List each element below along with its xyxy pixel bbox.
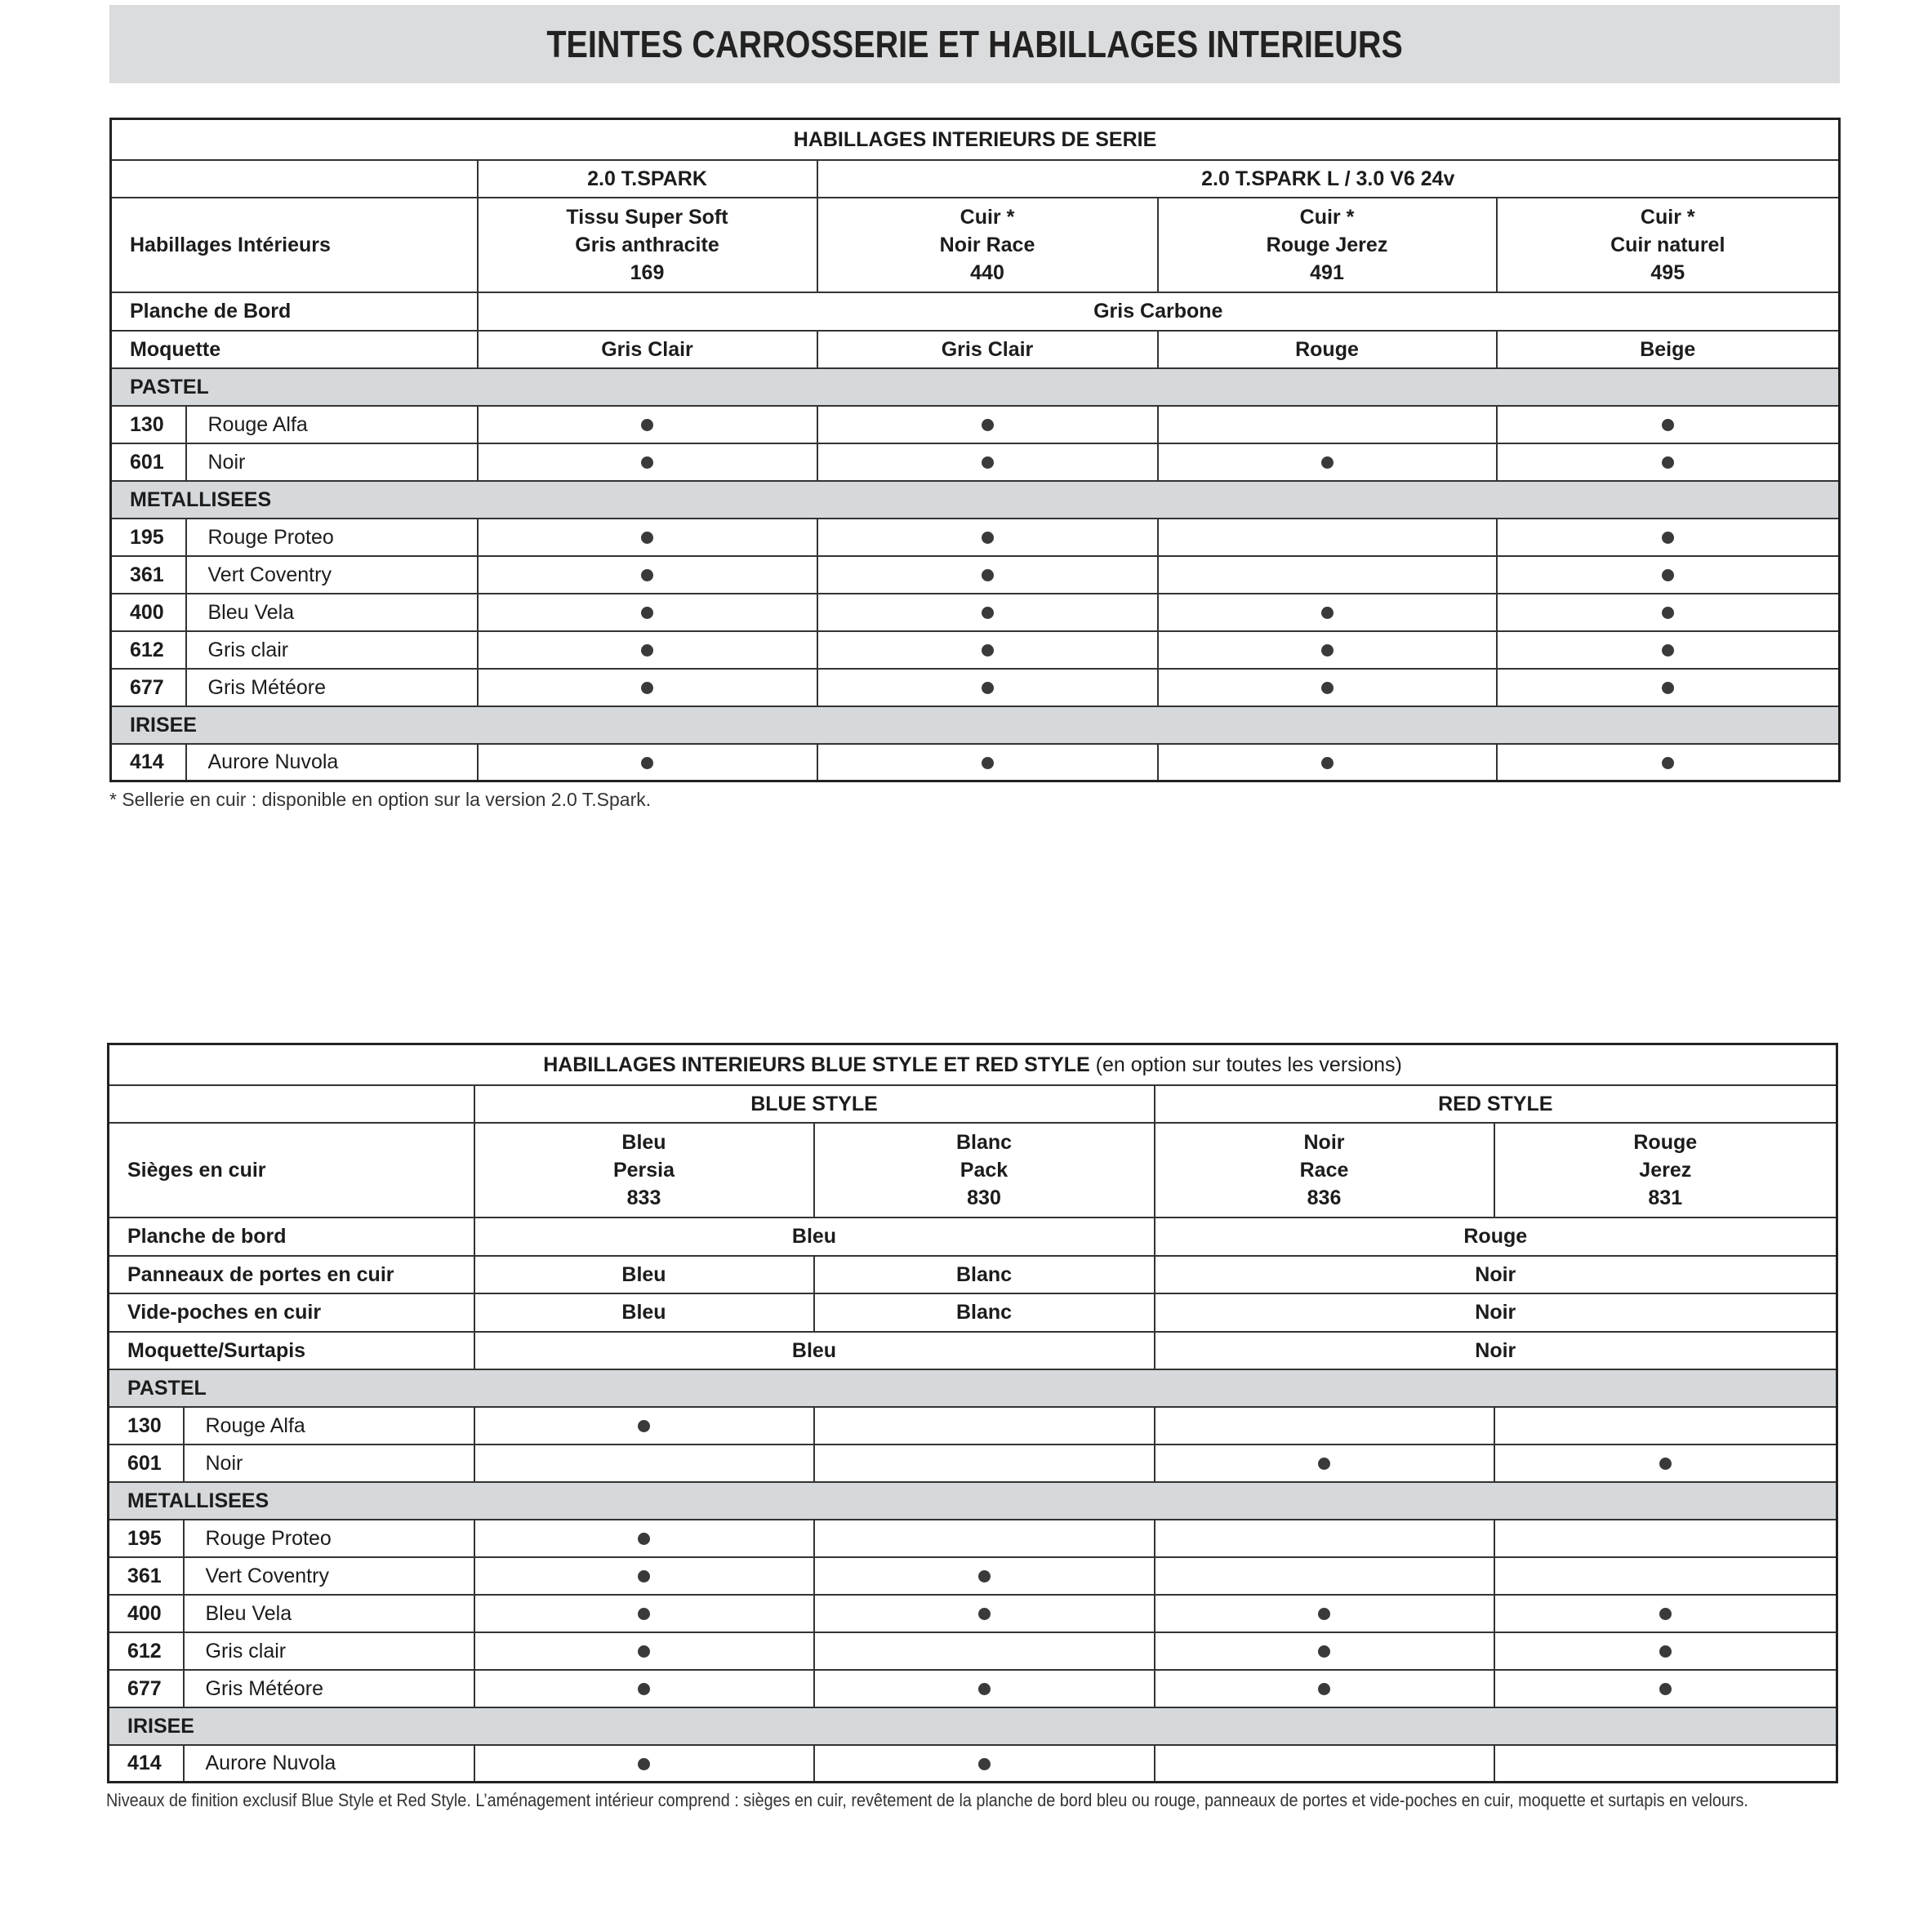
availability-cell xyxy=(1494,1670,1837,1707)
availability-cell xyxy=(817,519,1158,556)
color-name: Rouge Proteo xyxy=(184,1520,474,1557)
availability-cell xyxy=(1158,556,1497,594)
habillage-code: 495 xyxy=(1650,260,1685,284)
available-dot-icon xyxy=(1662,682,1674,694)
available-dot-icon xyxy=(641,644,653,657)
availability-cell xyxy=(814,1407,1155,1445)
available-dot-icon xyxy=(1321,682,1334,694)
siege-code: 831 xyxy=(1648,1186,1683,1209)
availability-cell xyxy=(817,594,1158,631)
availability-cell xyxy=(478,744,817,781)
habillage-line1: Cuir * xyxy=(960,205,1015,229)
available-dot-icon xyxy=(1659,1608,1672,1620)
color-row xyxy=(109,1670,1837,1707)
row-label-sieges: Sièges en cuir xyxy=(109,1123,474,1218)
availability-cell xyxy=(1497,631,1840,669)
available-dot-icon xyxy=(641,456,653,469)
color-row xyxy=(111,631,1840,669)
color-code: 361 xyxy=(111,556,186,594)
habillage-cell xyxy=(478,198,817,292)
habillage-code: 491 xyxy=(1310,260,1344,284)
availability-cell xyxy=(478,406,817,443)
table-title-main: HABILLAGES INTERIEURS BLUE STYLE ET RED STYLE xyxy=(543,1053,1090,1076)
color-name: Aurore Nuvola xyxy=(186,744,478,781)
color-row xyxy=(111,594,1840,631)
group-header: RED STYLE xyxy=(1155,1085,1837,1123)
row-label-habillages: Habillages Intérieurs xyxy=(111,198,478,292)
available-dot-icon xyxy=(641,607,653,619)
color-name: Rouge Alfa xyxy=(186,406,478,443)
page-title: TEINTES CARROSSERIE ET HABILLAGES INTERIEURS xyxy=(546,23,1403,65)
availability-cell xyxy=(1494,1632,1837,1670)
available-dot-icon xyxy=(1662,532,1674,544)
row-label-planche: Planche de bord xyxy=(109,1218,474,1256)
availability-cell xyxy=(474,1670,814,1707)
section-header: METALLISEES xyxy=(109,1482,1837,1520)
availability-cell xyxy=(478,556,817,594)
availability-cell xyxy=(474,1745,814,1783)
table-title: HABILLAGES INTERIEURS DE SERIE xyxy=(111,119,1840,160)
availability-cell xyxy=(817,443,1158,481)
color-code: 400 xyxy=(111,594,186,631)
section-header: IRISEE xyxy=(109,1707,1837,1745)
row-label-videpoches: Vide-poches en cuir xyxy=(109,1293,474,1332)
videpoches-value: Blanc xyxy=(814,1293,1155,1332)
color-name: Bleu Vela xyxy=(184,1595,474,1632)
availability-cell xyxy=(1494,1595,1837,1632)
available-dot-icon xyxy=(641,682,653,694)
available-dot-icon xyxy=(978,1683,991,1695)
color-row xyxy=(109,1445,1837,1482)
siege-cell xyxy=(814,1123,1155,1218)
available-dot-icon xyxy=(1662,757,1674,769)
availability-cell xyxy=(1494,1520,1837,1557)
available-dot-icon xyxy=(982,607,994,619)
available-dot-icon xyxy=(978,1758,991,1770)
color-name: Rouge Alfa xyxy=(184,1407,474,1445)
availability-cell xyxy=(814,1745,1155,1783)
videpoches-value: Bleu xyxy=(474,1293,814,1332)
row-label-moquette: Moquette/Surtapis xyxy=(109,1332,474,1369)
availability-cell xyxy=(814,1557,1155,1595)
footnote-leather: * Sellerie en cuir : disponible en option sur la version 2.0 T.Spark. xyxy=(109,789,652,810)
available-dot-icon xyxy=(638,1758,650,1770)
color-code: 612 xyxy=(109,1632,184,1670)
color-code: 130 xyxy=(111,406,186,443)
habillage-line2: Cuir naturel xyxy=(1610,233,1725,256)
page-title-bar xyxy=(109,5,1840,83)
available-dot-icon xyxy=(638,1533,650,1545)
color-code: 677 xyxy=(109,1670,184,1707)
color-code: 601 xyxy=(109,1445,184,1482)
siege-line1: Bleu xyxy=(621,1130,666,1154)
available-dot-icon xyxy=(1318,1608,1330,1620)
availability-cell xyxy=(1497,519,1840,556)
color-row xyxy=(109,1557,1837,1595)
available-dot-icon xyxy=(982,682,994,694)
availability-cell xyxy=(474,1520,814,1557)
color-name: Gris Météore xyxy=(184,1670,474,1707)
available-dot-icon xyxy=(982,569,994,581)
availability-cell xyxy=(1494,1557,1837,1595)
color-code: 400 xyxy=(109,1595,184,1632)
color-name: Gris Météore xyxy=(186,669,478,706)
availability-cell xyxy=(1497,443,1840,481)
availability-cell xyxy=(814,1520,1155,1557)
available-dot-icon xyxy=(1318,1458,1330,1470)
availability-cell xyxy=(817,631,1158,669)
availability-cell xyxy=(1158,519,1497,556)
availability-cell xyxy=(1158,631,1497,669)
moquette-value: Noir xyxy=(1155,1332,1837,1369)
planche-value: Rouge xyxy=(1155,1218,1837,1256)
moquette-value: Rouge xyxy=(1158,331,1497,368)
siege-code: 833 xyxy=(626,1186,661,1209)
available-dot-icon xyxy=(982,757,994,769)
availability-cell xyxy=(814,1670,1155,1707)
availability-cell xyxy=(478,669,817,706)
color-code: 677 xyxy=(111,669,186,706)
availability-cell xyxy=(817,406,1158,443)
table-interieurs-de-serie xyxy=(109,118,1841,782)
habillage-line2: Gris anthracite xyxy=(575,233,719,256)
panneaux-value: Bleu xyxy=(474,1256,814,1293)
availability-cell xyxy=(1497,556,1840,594)
available-dot-icon xyxy=(1662,419,1674,431)
availability-cell xyxy=(1158,669,1497,706)
habillage-line2: Noir Race xyxy=(939,233,1035,256)
section-header: METALLISEES xyxy=(111,481,1840,519)
availability-cell xyxy=(1158,594,1497,631)
available-dot-icon xyxy=(1662,644,1674,657)
siege-code: 836 xyxy=(1307,1186,1342,1209)
habillage-cell xyxy=(1497,198,1840,292)
availability-cell xyxy=(478,594,817,631)
section-header: PASTEL xyxy=(111,368,1840,406)
availability-cell xyxy=(478,443,817,481)
color-row xyxy=(111,744,1840,781)
availability-cell xyxy=(814,1445,1155,1482)
row-label-planche: Planche de Bord xyxy=(111,292,478,331)
color-row xyxy=(111,443,1840,481)
available-dot-icon xyxy=(638,1570,650,1583)
availability-cell xyxy=(1497,744,1840,781)
empty-cell xyxy=(109,1085,474,1123)
habillage-line1: Cuir * xyxy=(1299,205,1355,229)
availability-cell xyxy=(1155,1520,1494,1557)
color-row xyxy=(111,519,1840,556)
row-label-moquette: Moquette xyxy=(111,331,478,368)
availability-cell xyxy=(1155,1595,1494,1632)
availability-cell xyxy=(474,1632,814,1670)
habillage-code: 169 xyxy=(630,260,665,284)
availability-cell xyxy=(817,669,1158,706)
group-header: BLUE STYLE xyxy=(474,1085,1155,1123)
availability-cell xyxy=(817,744,1158,781)
available-dot-icon xyxy=(641,757,653,769)
availability-cell xyxy=(814,1632,1155,1670)
available-dot-icon xyxy=(1321,607,1334,619)
habillage-code: 440 xyxy=(970,260,1004,284)
availability-cell xyxy=(474,1407,814,1445)
available-dot-icon xyxy=(638,1420,650,1432)
color-row xyxy=(109,1745,1837,1783)
moquette-value: Gris Clair xyxy=(478,331,817,368)
color-name: Noir xyxy=(184,1445,474,1482)
siege-line2: Persia xyxy=(612,1158,675,1182)
availability-cell xyxy=(1155,1407,1494,1445)
availability-cell xyxy=(1497,594,1840,631)
available-dot-icon xyxy=(641,419,653,431)
color-code: 601 xyxy=(111,443,186,481)
available-dot-icon xyxy=(1659,1683,1672,1695)
available-dot-icon xyxy=(638,1683,650,1695)
available-dot-icon xyxy=(978,1570,991,1583)
availability-cell xyxy=(478,519,817,556)
table-title xyxy=(109,1044,1837,1085)
available-dot-icon xyxy=(1662,607,1674,619)
footnote-finition: Niveaux de finition exclusif Blue Style et Red Style. L’aménagement intérieur comprend : sièges en cuir, revêtement de la planche de bord bleu ou rouge, panneaux de portes et vide-poches en cuir, moquette et surtapis en velours. xyxy=(106,1790,1748,1810)
available-dot-icon xyxy=(641,569,653,581)
color-row xyxy=(109,1632,1837,1670)
color-name: Gris clair xyxy=(186,631,478,669)
color-rows xyxy=(111,368,1840,781)
row-label-panneaux: Panneaux de portes en cuir xyxy=(109,1256,474,1293)
availability-cell xyxy=(474,1557,814,1595)
section-header: PASTEL xyxy=(109,1369,1837,1407)
color-name: Rouge Proteo xyxy=(186,519,478,556)
available-dot-icon xyxy=(982,644,994,657)
color-rows xyxy=(109,1369,1837,1783)
availability-cell xyxy=(814,1595,1155,1632)
color-row xyxy=(109,1520,1837,1557)
color-name: Noir xyxy=(186,443,478,481)
available-dot-icon xyxy=(982,456,994,469)
available-dot-icon xyxy=(982,419,994,431)
available-dot-icon xyxy=(638,1608,650,1620)
color-code: 612 xyxy=(111,631,186,669)
available-dot-icon xyxy=(641,532,653,544)
group-header: 2.0 T.SPARK xyxy=(478,160,817,198)
panneaux-value: Blanc xyxy=(814,1256,1155,1293)
habillage-line1: Cuir * xyxy=(1640,205,1695,229)
color-code: 195 xyxy=(111,519,186,556)
availability-cell xyxy=(474,1445,814,1482)
availability-cell xyxy=(1158,406,1497,443)
color-row xyxy=(111,556,1840,594)
siege-cell xyxy=(1494,1123,1837,1218)
available-dot-icon xyxy=(1659,1645,1672,1658)
availability-cell xyxy=(1155,1745,1494,1783)
availability-cell xyxy=(1155,1632,1494,1670)
table-title-paren: (en option sur toutes les versions) xyxy=(1095,1053,1402,1076)
available-dot-icon xyxy=(1662,456,1674,469)
available-dot-icon xyxy=(1321,757,1334,769)
habillage-cell xyxy=(1158,198,1497,292)
color-code: 195 xyxy=(109,1520,184,1557)
color-name: Bleu Vela xyxy=(186,594,478,631)
availability-cell xyxy=(1155,1557,1494,1595)
color-code: 414 xyxy=(111,744,186,781)
available-dot-icon xyxy=(1318,1683,1330,1695)
moquette-value: Beige xyxy=(1497,331,1840,368)
section-header: IRISEE xyxy=(111,706,1840,744)
planche-value: Gris Carbone xyxy=(478,292,1840,331)
color-row xyxy=(109,1595,1837,1632)
availability-cell xyxy=(1497,669,1840,706)
availability-cell xyxy=(1494,1445,1837,1482)
color-code: 414 xyxy=(109,1745,184,1783)
siege-code: 830 xyxy=(967,1186,1001,1209)
availability-cell xyxy=(1494,1745,1837,1783)
availability-cell xyxy=(474,1595,814,1632)
siege-line2: Jerez xyxy=(1639,1158,1692,1182)
habillage-cell xyxy=(817,198,1158,292)
siege-line1: Blanc xyxy=(955,1130,1013,1154)
group-header: 2.0 T.SPARK L / 3.0 V6 24v xyxy=(817,160,1840,198)
siege-cell xyxy=(474,1123,814,1218)
color-name: Aurore Nuvola xyxy=(184,1745,474,1783)
color-row xyxy=(111,406,1840,443)
siege-line1: Rouge xyxy=(1633,1130,1698,1154)
panneaux-value: Noir xyxy=(1155,1256,1837,1293)
available-dot-icon xyxy=(638,1645,650,1658)
siege-line2: Race xyxy=(1299,1158,1349,1182)
availability-cell xyxy=(1155,1445,1494,1482)
availability-cell xyxy=(1494,1407,1837,1445)
availability-cell xyxy=(1158,443,1497,481)
availability-cell xyxy=(1155,1670,1494,1707)
table-blue-red-style xyxy=(107,1043,1838,1783)
availability-cell xyxy=(817,556,1158,594)
available-dot-icon xyxy=(978,1608,991,1620)
availability-cell xyxy=(478,631,817,669)
moquette-value: Bleu xyxy=(474,1332,1155,1369)
planche-value: Bleu xyxy=(474,1218,1155,1256)
color-code: 361 xyxy=(109,1557,184,1595)
availability-cell xyxy=(1158,744,1497,781)
available-dot-icon xyxy=(1321,456,1334,469)
color-name: Gris clair xyxy=(184,1632,474,1670)
color-name: Vert Coventry xyxy=(186,556,478,594)
color-row xyxy=(111,669,1840,706)
empty-cell xyxy=(111,160,478,198)
habillage-line1: Tissu Super Soft xyxy=(566,205,728,229)
videpoches-value: Noir xyxy=(1155,1293,1837,1332)
siege-line1: Noir xyxy=(1303,1130,1345,1154)
available-dot-icon xyxy=(982,532,994,544)
siege-line2: Pack xyxy=(960,1158,1009,1182)
available-dot-icon xyxy=(1662,569,1674,581)
available-dot-icon xyxy=(1318,1645,1330,1658)
available-dot-icon xyxy=(1321,644,1334,657)
color-code: 130 xyxy=(109,1407,184,1445)
habillage-line2: Rouge Jerez xyxy=(1266,233,1388,256)
color-row xyxy=(109,1407,1837,1445)
moquette-value: Gris Clair xyxy=(817,331,1158,368)
available-dot-icon xyxy=(1659,1458,1672,1470)
siege-cell xyxy=(1155,1123,1494,1218)
color-name: Vert Coventry xyxy=(184,1557,474,1595)
availability-cell xyxy=(1497,406,1840,443)
